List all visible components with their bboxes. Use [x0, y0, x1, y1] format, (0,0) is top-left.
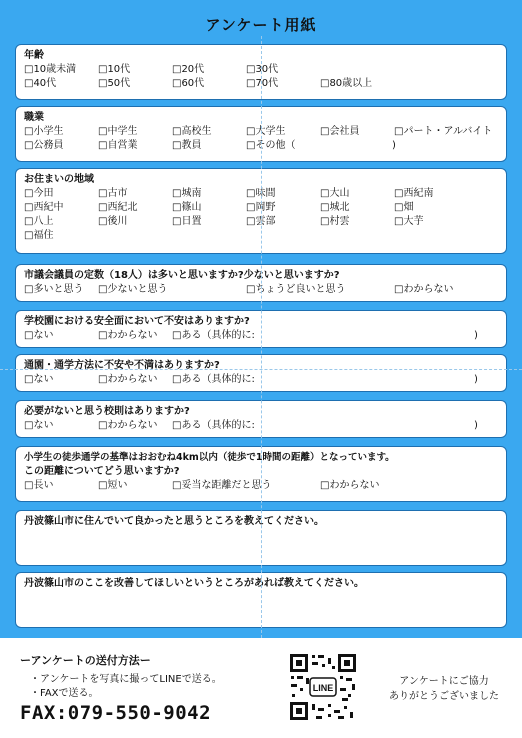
answer-option[interactable]: □ある（具体的に:: [172, 374, 255, 385]
age-label: 年齢: [24, 50, 44, 61]
area-option[interactable]: □城南: [172, 188, 202, 199]
question-text: 丹波篠山市のここを改善してほしいというところがあれば教えてください。: [24, 578, 364, 589]
area-option[interactable]: □古市: [98, 188, 128, 199]
page-title: アンケート用紙: [205, 16, 317, 34]
closing-paren: ): [474, 374, 478, 385]
area-option[interactable]: □西紀南: [394, 188, 434, 199]
answer-option[interactable]: □わからない: [98, 374, 158, 385]
fax-number: FAX:079-550-9042: [20, 702, 212, 724]
area-option[interactable]: □村雲: [320, 216, 350, 227]
age-option[interactable]: □30代: [246, 64, 279, 75]
age-option[interactable]: □10代: [98, 64, 131, 75]
area-option[interactable]: □大芋: [394, 216, 424, 227]
area-option[interactable]: □岡野: [246, 202, 276, 213]
age-option[interactable]: □20代: [172, 64, 205, 75]
question-text: 市議会議員の定数（18人）は多いと思いますか?少ないと思いますか?: [24, 270, 340, 281]
qr-line-label: LINE: [312, 683, 334, 693]
job-option[interactable]: □自営業: [98, 140, 138, 151]
answer-option[interactable]: □妥当な距離だと思う: [172, 480, 272, 491]
job-option[interactable]: □会社員: [320, 126, 360, 137]
closing-paren: ): [474, 420, 478, 431]
age-option[interactable]: □70代: [246, 78, 279, 89]
answer-option[interactable]: □わからない: [394, 284, 454, 295]
answer-option[interactable]: □わからない: [320, 480, 380, 491]
area-option[interactable]: □西紀北: [98, 202, 138, 213]
fold-guide-horizontal: [0, 369, 522, 370]
answer-option[interactable]: □ちょうど良いと思う: [246, 284, 346, 295]
age-option[interactable]: □40代: [24, 78, 57, 89]
area-option[interactable]: □八上: [24, 216, 54, 227]
answer-option[interactable]: □わからない: [98, 420, 158, 431]
area-label: お住まいの地域: [24, 174, 94, 185]
age-option[interactable]: □80歳以上: [320, 78, 373, 89]
area-option[interactable]: □畑: [394, 202, 414, 213]
question-text: 丹波篠山市に住んでいて良かったと思うところを教えてください。: [24, 516, 324, 527]
job-option[interactable]: □教員: [172, 140, 202, 151]
send-method-line: ・アンケートを写真に撮ってLINEで送る。: [30, 674, 222, 685]
job-label: 職業: [24, 112, 44, 123]
question-text: この距離についてどう思いますか?: [24, 466, 180, 477]
answer-option[interactable]: □ない: [24, 330, 54, 341]
line-qr-code-icon[interactable]: [288, 652, 358, 722]
question-text: 通園・通学方法に不安や不満はありますか?: [24, 360, 220, 371]
area-option[interactable]: □日置: [172, 216, 202, 227]
area-option[interactable]: □城北: [320, 202, 350, 213]
area-option[interactable]: □篠山: [172, 202, 202, 213]
area-option[interactable]: □大山: [320, 188, 350, 199]
job-option[interactable]: □高校生: [172, 126, 212, 137]
thanks-line: ありがとうございました: [389, 691, 499, 702]
job-option[interactable]: □大学生: [246, 126, 286, 137]
job-option[interactable]: □パート・アルバイト: [394, 126, 493, 137]
job-option[interactable]: □その他（: [246, 140, 296, 151]
job-option[interactable]: □公務員: [24, 140, 64, 151]
area-option[interactable]: □今田: [24, 188, 54, 199]
question-text: 小学生の徒歩通学の基準はおおむね4km以内（徒歩で1時間の距離）となっています。: [24, 452, 395, 463]
age-option[interactable]: □50代: [98, 78, 131, 89]
answer-option[interactable]: □ない: [24, 374, 54, 385]
area-option[interactable]: □福住: [24, 230, 54, 241]
area-option[interactable]: □西紀中: [24, 202, 64, 213]
answer-option[interactable]: □長い: [24, 480, 54, 491]
thanks-message: [374, 674, 514, 704]
job-option[interactable]: □中学生: [98, 126, 138, 137]
area-option[interactable]: □雲部: [246, 216, 276, 227]
answer-option[interactable]: □ある（具体的に:: [172, 420, 255, 431]
age-option[interactable]: □10歳未満: [24, 64, 77, 75]
send-method-line: ・FAXで送る。: [30, 688, 99, 699]
answer-option[interactable]: □ない: [24, 420, 54, 431]
fold-guide-vertical: [261, 36, 262, 648]
job-option[interactable]: □小学生: [24, 126, 64, 137]
age-option[interactable]: □60代: [172, 78, 205, 89]
footer: [0, 638, 522, 738]
area-option[interactable]: □後川: [98, 216, 128, 227]
answer-option[interactable]: □少ないと思う: [98, 284, 168, 295]
question-text: 学校園における安全面において不安はありますか?: [24, 316, 250, 327]
answer-option[interactable]: □短い: [98, 480, 128, 491]
answer-option[interactable]: □ある（具体的に:: [172, 330, 255, 341]
send-method-title: ーアンケートの送付方法ー: [20, 654, 151, 667]
area-option[interactable]: □味間: [246, 188, 276, 199]
answer-option[interactable]: □わからない: [98, 330, 158, 341]
closing-paren: ): [392, 140, 396, 151]
thanks-line: アンケートにご協力: [399, 676, 489, 687]
closing-paren: ): [474, 330, 478, 341]
answer-option[interactable]: □多いと思う: [24, 284, 84, 295]
question-text: 必要がないと思う校則はありますか?: [24, 406, 190, 417]
